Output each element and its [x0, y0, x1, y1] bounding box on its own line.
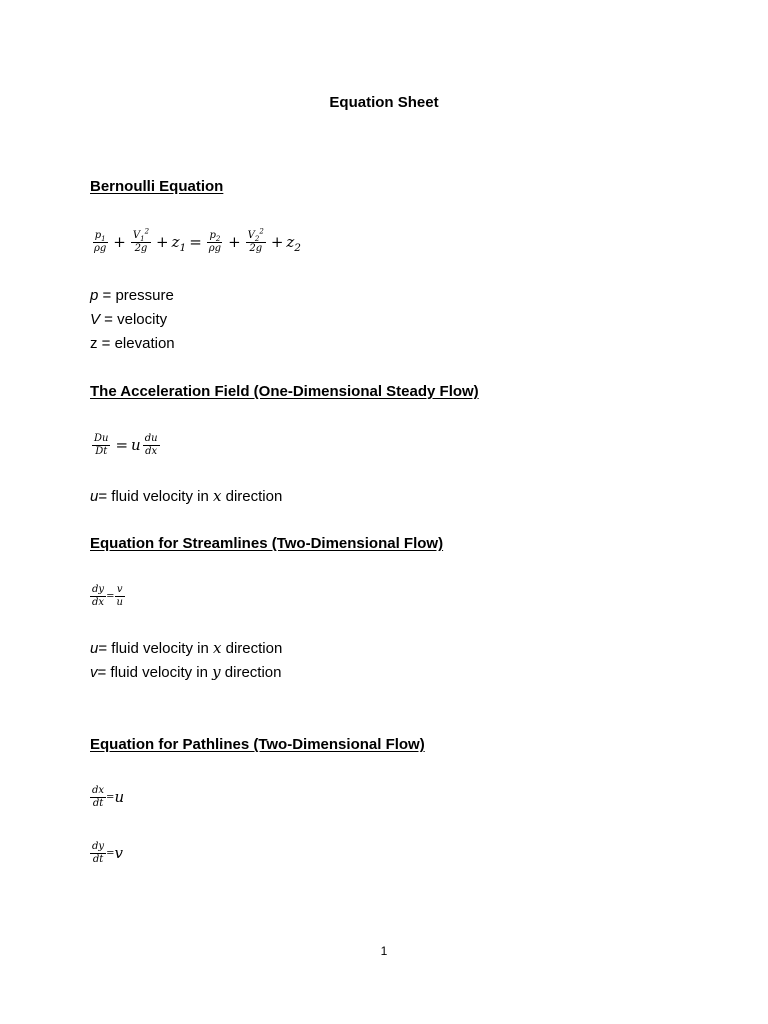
bernoulli-heading: Bernoulli Equation [90, 178, 224, 195]
def-elevation: z = elevation [90, 335, 175, 352]
streamlines-equation: $\frac{dy}{dx}$ = $\frac{v}{u}$ [92, 584, 123, 608]
def-pressure: p = pressure [90, 287, 174, 304]
z1-term: $z_1$ [171, 233, 187, 254]
dy-over-dx: $\frac{dy}{dx}$ [92, 584, 105, 608]
pathlines-heading: Equation for Pathlines (Two-Dimensional Flow) [90, 736, 425, 753]
v-over-u: $\frac{v}{u}$ [116, 584, 123, 608]
v2sq-over-2g: $\frac{V_2^2}{2g}$ [247, 227, 264, 254]
dx-over-dt: $\frac{dx}{dt}$ [92, 785, 105, 809]
v1sq-over-2g: $\frac{V_1^2}{2g}$ [132, 227, 150, 254]
def-v-streamlines: v= fluid velocity in y direction [90, 663, 282, 681]
p2-over-rhog: $\frac{p_2}{\rho g}$ [208, 230, 222, 254]
pathlines-equation-x: $\frac{dx}{dt}$ = u [92, 785, 125, 809]
acceleration-heading: The Acceleration Field (One-Dimensional Steady Flow) [90, 383, 479, 400]
def-u-streamlines: u= fluid velocity in x direction [90, 639, 283, 657]
dy-over-dt: $\frac{dy}{dt}$ [92, 841, 105, 865]
def-u-acceleration: u= fluid velocity in x direction [90, 487, 283, 505]
du-over-dx: $\frac{du}{dx}$ [144, 433, 158, 457]
p1-over-rhog: $\frac{p_1}{\rho g}$ [94, 230, 107, 254]
pathlines-equation-y: $\frac{dy}{dt}$ = v [92, 841, 123, 865]
bernoulli-equation: $\frac{p_1}{\rho g}$ + $\frac{V_1^2}{2g}$ + $z_1$ = $\frac{p_2}{\rho g}$ + $\frac{V_2^2}{2g}$ + $z_2$ [94, 227, 301, 254]
Du-over-Dt: $\frac{Du}{Dt}$ [94, 433, 109, 457]
page-number: 1 [380, 944, 388, 958]
streamlines-heading: Equation for Streamlines (Two-Dimensional Flow) [90, 535, 444, 552]
acceleration-equation: $\frac{Du}{Dt}$ = u $\frac{du}{dx}$ [94, 433, 158, 457]
z2-term: $z_2$ [286, 233, 301, 254]
page-title: Equation Sheet [329, 94, 439, 111]
def-velocity: V = velocity [90, 311, 168, 328]
